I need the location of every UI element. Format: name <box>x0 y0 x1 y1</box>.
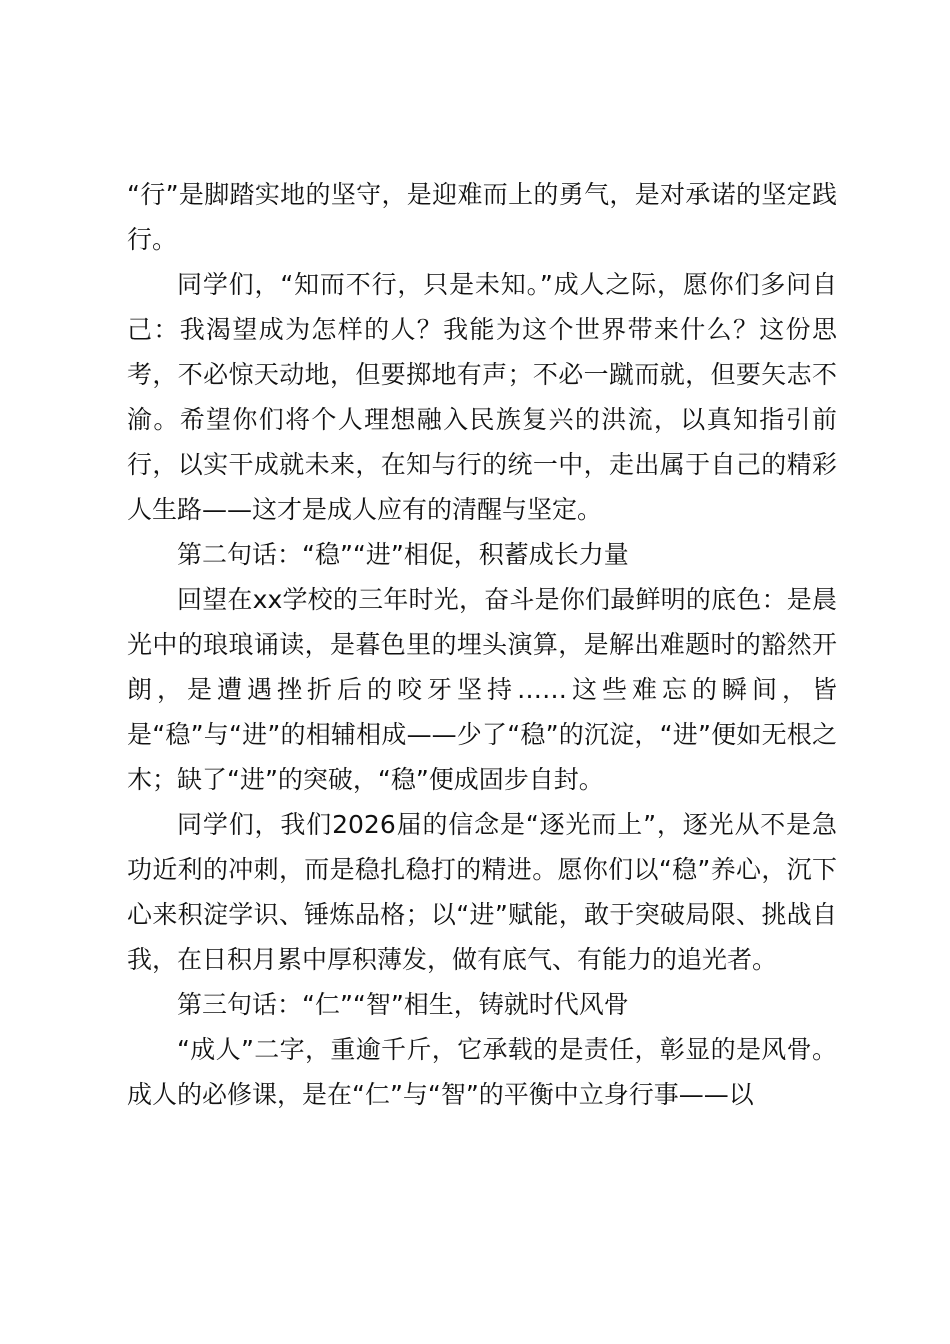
document-body <box>127 172 837 1117</box>
paragraph-4: 同学们，我们2026届的信念是“逐光而上”，逐光从不是急功近利的冲刺，而是稳扎稳打的精进。愿你们以“稳”养心，沉下心来积淀学识、锤炼品格；以“进”赋能，敢于突破局限、挑战自我，在日积月累中厚积薄发，做有底气、有能力的追光者。 <box>127 810 837 974</box>
section-heading-3: 第三句话：“仁”“智”相生，铸就时代风骨 <box>177 990 629 1019</box>
paragraph-3: 回望在xx学校的三年时光，奋斗是你们最鲜明的底色：是晨光中的琅琅诵读，是暮色里的埋头演算，是解出难题时的豁然开朗，是遭遇挫折后的咬牙坚持……这些难忘的瞬间，皆是“稳”与“进”的相辅相成——少了“稳”的沉淀，“进”便如无根之木；缺了“进”的突破，“稳”便成固步自封。 <box>127 585 837 794</box>
paragraph-2: 同学们，“知而不行，只是未知。”成人之际，愿你们多问自己：我渴望成为怎样的人？我能为这个世界带来什么？这份思考，不必惊天动地，但要掷地有声；不必一蹴而就，但要矢志不渝。希望你们将个人理想融入民族复兴的洪流，以真知指引前行，以实干成就未来，在知与行的统一中，走出属于自己的精彩人生路——这才是成人应有的清醒与坚定。 <box>127 270 837 524</box>
paragraph-1: “行”是脚踏实地的坚守，是迎难而上的勇气，是对承诺的坚定践行。 <box>127 180 837 254</box>
section-heading-2: 第二句话：“稳”“进”相促，积蓄成长力量 <box>177 540 629 569</box>
paragraph-5: “成人”二字，重逾千斤，它承载的是责任，彰显的是风骨。成人的必修课，是在“仁”与“智”的平衡中立身行事——以 <box>127 1035 837 1109</box>
